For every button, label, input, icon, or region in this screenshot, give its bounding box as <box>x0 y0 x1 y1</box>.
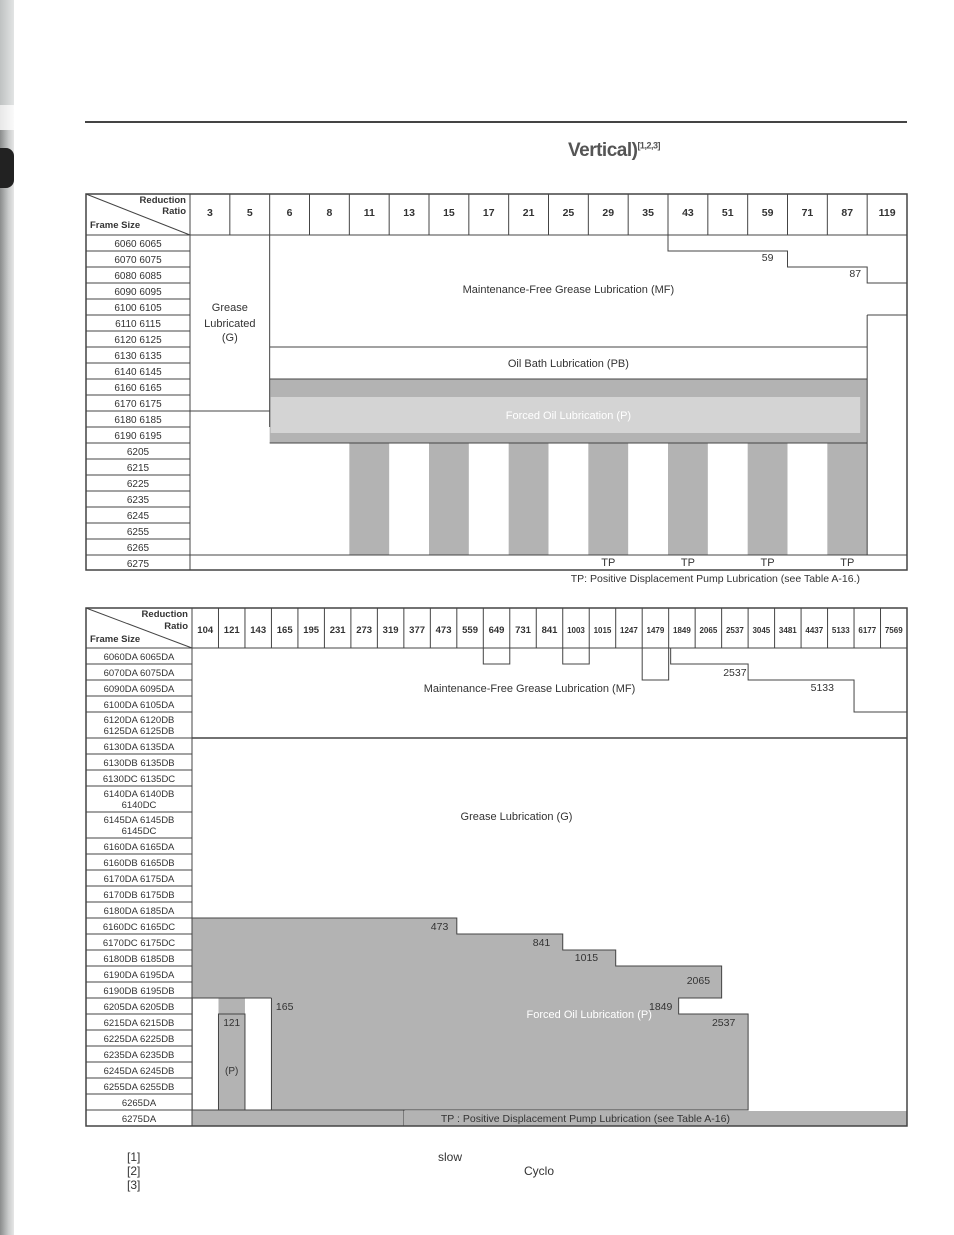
table2-frame-15: 6160DC 6165DC <box>102 922 176 933</box>
note-3: [3] <box>127 1178 141 1192</box>
table2-annot-1849: 1849 <box>648 1001 673 1013</box>
table2-ratio-319: 319 <box>382 625 399 636</box>
table1-ratio-43: 43 <box>682 207 694 219</box>
table2-ratio-1849: 1849 <box>673 626 691 635</box>
table2-ratio-4437: 4437 <box>805 626 824 635</box>
table2-frame-21: 6215DA 6215DB <box>103 1018 175 1029</box>
table2-ratio-273: 273 <box>356 625 373 636</box>
table1-header-frame-size: Frame Size <box>90 220 141 231</box>
table1-annot-59: 59 <box>761 252 774 264</box>
table2-ratio-195: 195 <box>303 625 320 636</box>
table2-ratio-841: 841 <box>541 625 558 636</box>
table1-grease-label-2: Lubricated <box>204 318 256 330</box>
table2-annot-p: (P) <box>225 1066 239 1077</box>
table2-forced-oil-label: Forced Oil Lubrication (P) <box>526 1009 652 1021</box>
table1-frame-18: 6255 <box>126 527 150 538</box>
table1-header-ratio: Ratio <box>162 206 186 217</box>
table1-ratio-87: 87 <box>841 207 854 219</box>
table2-ratio-1479: 1479 <box>646 626 665 635</box>
table1-frame-20: 6275 <box>126 559 150 570</box>
table1-ratio-59: 59 <box>761 207 774 219</box>
table1-ratio-21: 21 <box>522 207 535 219</box>
table2-frame-20: 6205DA 6205DB <box>103 1002 175 1013</box>
table2-frame-4-b: 6125DA 6125DB <box>103 726 175 737</box>
table1-frame-0: 6060 6065 <box>114 239 162 250</box>
table2-frame-3: 6100DA 6105DA <box>103 700 175 711</box>
note-1: [1] <box>127 1150 141 1164</box>
table2-frame-13: 6170DB 6175DB <box>103 890 175 901</box>
table1-frame-10: 6170 6175 <box>114 399 162 410</box>
table1-frame-9: 6160 6165 <box>114 383 162 394</box>
table2-frame-0: 6060DA 6065DA <box>103 652 175 663</box>
table2-ratio-143: 143 <box>250 625 267 636</box>
table1-frame-5: 6110 6115 <box>115 319 161 330</box>
table2-frame-24: 6245DA 6245DB <box>103 1066 175 1077</box>
table1-frame-3: 6090 6095 <box>114 287 162 298</box>
table1-frame-15: 6225 <box>126 479 150 490</box>
table2-frame-6: 6130DB 6135DB <box>103 758 175 769</box>
table2-frame-23: 6235DA 6235DB <box>103 1050 175 1061</box>
table1-mf-label: Maintenance-Free Grease Lubrication (MF) <box>462 284 675 296</box>
table1-footnote: TP: Positive Displacement Pump Lubrication (see Table A-16.) <box>570 573 860 585</box>
table2-frame-7: 6130DC 6135DC <box>102 774 176 785</box>
table2-frame-11: 6160DB 6165DB <box>103 858 175 869</box>
note-word-slow: slow <box>438 1150 463 1164</box>
table2-header-ratio: Ratio <box>164 621 188 632</box>
table1-ratio-5: 5 <box>246 207 253 219</box>
table2-ratio-731: 731 <box>515 625 531 636</box>
table2-frame-8-a: 6140DA 6140DB <box>103 789 175 800</box>
table2-ratio-165: 165 <box>276 625 293 636</box>
table2-ratio-649: 649 <box>488 625 505 636</box>
table2-frame-22: 6225DA 6225DB <box>103 1034 175 1045</box>
table2-cutout-143 <box>245 998 271 1110</box>
table2-annot-2065: 2065 <box>686 975 711 987</box>
table2-frame-4-a: 6120DA 6120DB <box>103 715 175 726</box>
table1-ratio-119: 119 <box>878 207 896 219</box>
table2-frame-14: 6180DA 6185DA <box>103 906 175 917</box>
table1-frame-13: 6205 <box>126 447 150 458</box>
table2-frame-2: 6090DA 6095DA <box>103 684 175 695</box>
table1-ratio-51: 51 <box>721 207 734 219</box>
table2-frame-1: 6070DA 6075DA <box>103 668 175 679</box>
table2-ratio-7569: 7569 <box>884 626 903 635</box>
table1-frame-6: 6120 6125 <box>114 335 162 346</box>
table2-ratio-1015: 1015 <box>593 626 612 635</box>
table2-ratio-473: 473 <box>435 625 452 636</box>
page-title: Vertical)[1,2,3] <box>568 140 660 161</box>
table2-annot-473: 473 <box>430 921 449 933</box>
table1-frame-14: 6215 <box>126 463 150 474</box>
table1-forced-oil-label: Forced Oil Lubrication (P) <box>505 410 632 422</box>
table1-grease-label-3: (G) <box>221 332 238 344</box>
table2-ratio-559: 559 <box>462 625 478 636</box>
table2-cutout-104 <box>193 998 218 1110</box>
table1-ratio-71: 71 <box>801 207 814 219</box>
table1-ratio-35: 35 <box>642 207 654 219</box>
table2-frame-8-b: 6140DC <box>121 800 157 811</box>
table1-tp-label: TP <box>840 557 855 569</box>
table1-frame-2: 6080 6085 <box>114 271 162 282</box>
table2-annot-2537: 2537 <box>723 667 747 679</box>
table2-frame-9-a: 6145DA 6145DB <box>103 815 175 826</box>
table2-frame-9-b: 6145DC <box>121 826 157 837</box>
table2-ratio-2537: 2537 <box>725 626 744 635</box>
note-2: [2] <box>127 1164 141 1178</box>
table1-ratio-11: 11 <box>363 207 375 219</box>
table2-ratio-104: 104 <box>197 625 214 636</box>
table2-annot-165: 165 <box>275 1001 294 1013</box>
table2-ratio-121: 121 <box>223 625 240 636</box>
table2-frame-12: 6170DA 6175DA <box>103 874 175 885</box>
table1-frame-7: 6130 6135 <box>114 351 162 362</box>
table2-annot-2537b: 2537 <box>711 1017 736 1029</box>
table2-frame-26: 6265DA <box>121 1098 157 1109</box>
table1-ratio-13: 13 <box>403 207 415 219</box>
table2-frame-5: 6130DA 6135DA <box>103 742 175 753</box>
table1-tp-label: TP <box>760 557 775 569</box>
table1-ratio-25: 25 <box>562 207 575 219</box>
table2-ratio-6177: 6177 <box>858 626 877 635</box>
table2-frame-10: 6160DA 6165DA <box>103 842 175 853</box>
table2-header-reduction: Reduction <box>141 609 188 620</box>
table2-tp-label: TP : Positive Displacement Pump Lubrication (see Table A-16) <box>440 1113 730 1125</box>
table1-tp-label: TP <box>601 557 616 569</box>
table2-ratio-1003: 1003 <box>567 626 585 635</box>
table2-ratio-231: 231 <box>329 625 346 636</box>
table2-grease-label: Grease Lubrication (G) <box>460 811 573 823</box>
table1-ratio-29: 29 <box>602 207 615 219</box>
table2-frame-16: 6170DC 6175DC <box>102 938 176 949</box>
table1-pb-label: Oil Bath Lubrication (PB) <box>507 358 629 370</box>
table1-frame-12: 6190 6195 <box>114 431 162 442</box>
table2-ratio-1247: 1247 <box>620 626 638 635</box>
table2-frame-19: 6190DB 6195DB <box>103 986 175 997</box>
table1-frame-17: 6245 <box>126 511 150 522</box>
table1-frame-4: 6100 6105 <box>114 303 162 314</box>
table2-ratio-377: 377 <box>409 625 426 636</box>
table1-ratio-3: 3 <box>206 207 213 219</box>
table2-frame-17: 6180DB 6185DB <box>103 954 175 965</box>
table1-frame-19: 6265 <box>126 543 150 554</box>
table2-annot-5133: 5133 <box>810 682 834 694</box>
note-word-cyclo: Cyclo <box>524 1164 555 1178</box>
table2-ratio-3481: 3481 <box>778 626 797 635</box>
table2-annot-121: 121 <box>223 1018 241 1029</box>
table2-ratio-5133: 5133 <box>831 626 850 635</box>
table1-annot-87: 87 <box>849 268 862 280</box>
table1-frame-11: 6180 6185 <box>114 415 162 426</box>
table1-header-reduction: Reduction <box>139 195 186 206</box>
table1-tp-label: TP <box>680 557 695 569</box>
table2-frame-25: 6255DA 6255DB <box>103 1082 175 1093</box>
table1-ratio-17: 17 <box>482 207 495 219</box>
table1-grease-label-1: Grease <box>211 302 248 314</box>
table1-ratio-8: 8 <box>326 207 333 219</box>
table1-ratio-6: 6 <box>286 207 293 219</box>
table1-frame-16: 6235 <box>126 495 150 506</box>
table2-header-frame-size: Frame Size <box>90 634 141 645</box>
table2-ratio-2065: 2065 <box>699 626 718 635</box>
table1-frame-1: 6070 6075 <box>114 255 162 266</box>
table2-ratio-3045: 3045 <box>752 626 771 635</box>
table2-frame-18: 6190DA 6195DA <box>103 970 175 981</box>
table2-mf-label: Maintenance-Free Grease Lubrication (MF) <box>423 683 636 695</box>
table2-frame-27: 6275DA <box>121 1114 157 1125</box>
table2-annot-841: 841 <box>532 937 551 949</box>
table1-frame-8: 6140 6145 <box>114 367 162 378</box>
table1-ratio-15: 15 <box>443 207 455 219</box>
table2-annot-1015: 1015 <box>574 952 599 964</box>
